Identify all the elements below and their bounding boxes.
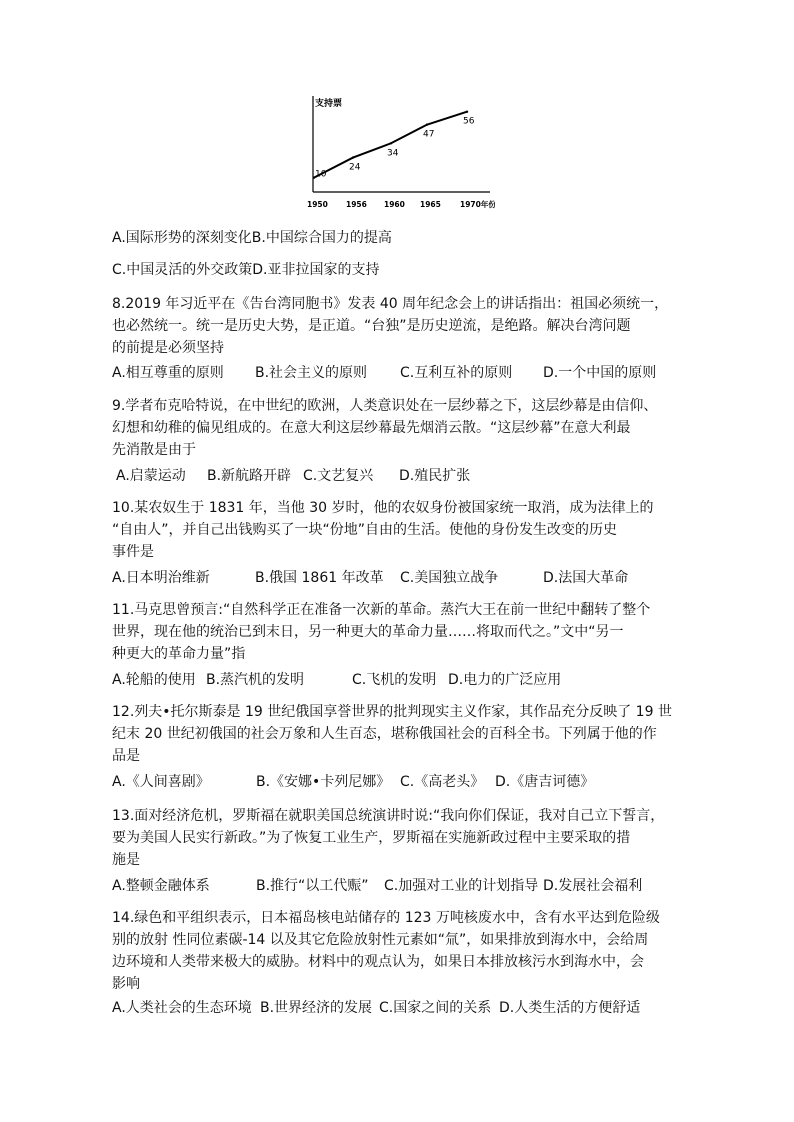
data-label: 47 [423, 129, 435, 140]
data-point [466, 111, 468, 113]
q14-stem-line2: 别的放射 性同位素碳-14 以及其它危险放射性元素如“氚”，如果排放到海水中，会给周 [112, 932, 649, 948]
q8-option-b: B.社会主义的原则 [255, 365, 368, 381]
q7-options-row1: A.国际形势的深刻变化B.中国综合国力的提高 [112, 230, 392, 246]
q11-stem-line2: 世界，现在他的统治已到末日，另一种更大的革命力量……将取而代之。”文中“另一 [112, 624, 624, 640]
q9-option-c: C.文艺复兴 [303, 468, 374, 484]
data-label: 24 [349, 162, 361, 173]
q14-stem-line3: 边环境和人类带来极大的威胁。材料中的观点认为，如果日本排放核污水到海水中，会 [112, 954, 644, 970]
x-tick-label: 1965 [420, 200, 441, 209]
q13-option-b: B.推行“以工代赈” [256, 878, 369, 894]
q9-stem-line1: 9.学者布克哈特说，在中世纪的欧洲，人类意识处在一层纱幕之下，这层纱幕是由信仰、 [112, 398, 658, 414]
q12-option-d: D.《唐吉诃德》 [495, 774, 595, 790]
series-line [314, 112, 467, 178]
q8-option-d: D.一个中国的原则 [543, 365, 657, 381]
q13-stem-line2: 要为美国人民实行新政。”为了恢复工业生产，罗斯福在实施新政过程中主要采取的措 [112, 830, 631, 846]
q13-option-c: C.加强对工业的计划指导 [384, 878, 539, 894]
q10-stem-line2: “自由人”，并自己出钱购买了一块“份地”自由的生活。使他的身份发生改变的历史 [112, 522, 618, 538]
q14-option-a: A.人类社会的生态环境 [112, 1000, 252, 1016]
q12-stem-line2: 纪末 20 世纪初俄国的社会万象和人生百态，堪称俄国社会的百科全书。下列属于他的作 [112, 726, 657, 742]
data-label: 10 [315, 169, 327, 180]
q9-stem-line2: 幻想和幼稚的偏见组成的。在意大利这层纱幕最先烟消云散。“这层纱幕”在意大利最 [112, 420, 631, 436]
data-point [352, 156, 354, 158]
q10-option-c: C.美国独立战争 [400, 570, 499, 586]
q10-stem-line1: 10.某农奴生于 1831 年，当他 30 岁时，他的农奴身份被国家统一取消，成为法律上的 [112, 500, 654, 516]
data-point [426, 123, 428, 125]
q13-option-a: A.整顿金融体系 [112, 878, 210, 894]
q8-stem-line2: 也必然统一。统一是历史大势，是正道。“台独”是历史逆流，是绝路。解决台湾问题 [112, 318, 631, 334]
q11-option-d: D.电力的广泛应用 [448, 672, 562, 688]
q11-option-c: C.飞机的发明 [352, 672, 437, 688]
q10-option-b: B.俄国 1861 年改革 [255, 570, 384, 586]
q11-stem-line3: 种更大的革命力量”指 [112, 646, 246, 662]
q8-stem-line1: 8.2019 年习近平在《告台湾同胞书》发表 40 周年纪念会上的讲话指出：祖国必须统一， [112, 296, 669, 312]
q12-option-b: B.《安娜•卡列尼娜》 [256, 774, 391, 790]
q9-option-a: A.启蒙运动 [116, 468, 186, 484]
q12-option-c: C.《高老头》 [400, 774, 485, 790]
q8-option-a: A.相互尊重的原则 [112, 365, 224, 381]
q10-option-a: A.日本明治维新 [112, 570, 210, 586]
x-tick-label: 1970年份 [460, 200, 495, 209]
q11-option-b: B.蒸汽机的发明 [206, 672, 305, 688]
q13-stem-line1: 13.面对经济危机，罗斯福在就职美国总统演讲时说:“我向你们保证，我对自己立下誓言， [112, 808, 665, 824]
q9-option-b: B.新航路开辟 [207, 468, 292, 484]
y-axis-label: 支持票 [315, 99, 343, 109]
q8-stem-line3: 的前提是必须坚持 [112, 340, 224, 356]
q11-option-a: A.轮船的使用 [112, 672, 196, 688]
q11-stem-line1: 11.马克思曾预言:“自然科学正在准备一次新的革命。蒸汽大王在前一世纪中翻转了整个 [112, 602, 651, 618]
q7-options-row2: C.中国灵活的外交政策D.亚非拉国家的支持 [112, 262, 380, 278]
q13-option-d: D.发展社会福利 [543, 878, 643, 894]
x-tick-label: 1960 [384, 200, 405, 209]
q14-option-c: C.国家之间的关系 [379, 1000, 492, 1016]
q10-option-d: D.法国大革命 [543, 570, 629, 586]
data-label: 34 [387, 148, 399, 159]
q14-stem-line4: 影响 [112, 976, 140, 992]
q9-option-d: D.殖民扩张 [399, 468, 471, 484]
q10-stem-line3: 事件是 [112, 544, 154, 560]
q12-stem-line1: 12.列夫•托尔斯泰是 19 世纪俄国享誉世界的批判现实主义作家，其作品充分反映了 19 世 [112, 704, 672, 720]
data-point [390, 142, 392, 144]
q14-stem-line1: 14.绿色和平组织表示，日本福岛核电站储存的 123 万吨核废水中，含有水平达到危险级 [112, 910, 660, 926]
q9-stem-line3: 先消散是由于 [112, 442, 196, 458]
x-tick-label: 1950 [307, 200, 328, 209]
chart-svg [305, 92, 495, 214]
q14-option-d: D.人类生活的方便舒适 [499, 1000, 641, 1016]
q8-option-c: C.互利互补的原则 [400, 365, 513, 381]
q12-option-a: A.《人间喜剧》 [112, 774, 210, 790]
q14-option-b: B.世界经济的发展 [260, 1000, 373, 1016]
q13-stem-line3: 施是 [112, 852, 140, 868]
q12-stem-line3: 品是 [112, 748, 140, 764]
x-tick-label: 1956 [346, 200, 367, 209]
support-votes-line-chart [305, 92, 495, 214]
data-label: 56 [463, 116, 475, 127]
